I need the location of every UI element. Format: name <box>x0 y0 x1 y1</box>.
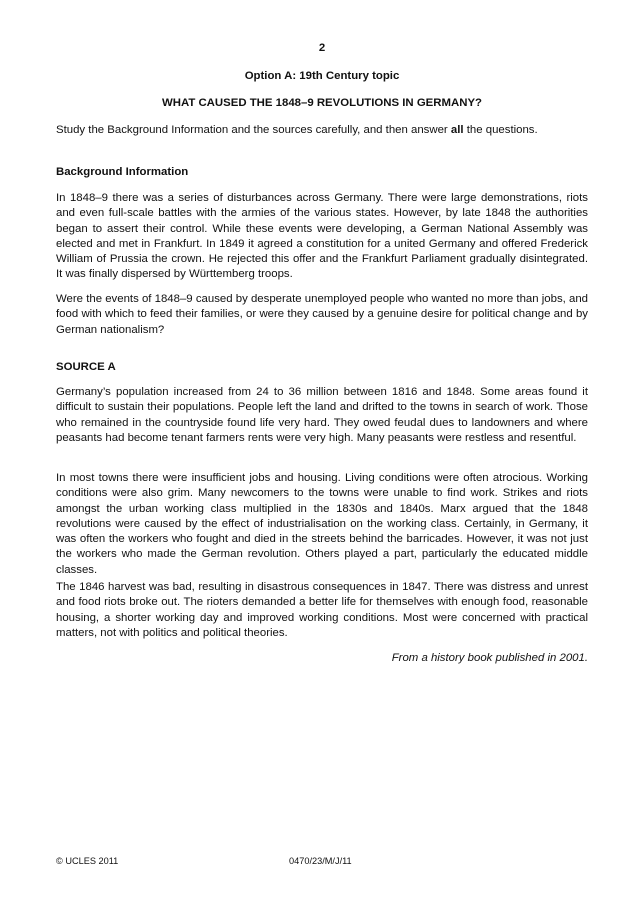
exam-page <box>56 0 588 903</box>
source-a-attribution: From a history book published in 2001. <box>391 652 588 664</box>
instructions-text-before: Study the Background Information and the sources carefully, and then answer <box>56 124 451 136</box>
instructions <box>56 123 588 137</box>
option-heading: Option A: 19th Century topic <box>244 70 400 82</box>
page-number: 2 <box>318 42 326 54</box>
source-a-paragraph-1: Germany’s population increased from 24 to 36 million between 1816 and 1848. Some areas found it difficult to sustain their populations. People left the land and drifted to the towns in search of work. Those who remained in the countryside found life very hard. They owed feudal dues to landowners and where peasants had become tenant farmers rents were very high. Many peasants were restless and resentful. <box>56 386 588 444</box>
background-heading: Background Information <box>56 166 189 178</box>
source-a-paragraph-2: In most towns there were insufficient jobs and housing. Living conditions were often atrocious. Working conditions were also grim. Many newcomers to the towns were unable to find work. Strikes and riots amongst the urban working class multiplied in the 1830s and 1840s. Marx argued that the 1848 revolutions were caused by the effect of industrialisation on the working class. Certainly, in Germany, it was often the workers who fought and died in the streets behind the barricades. However, it was not just the workers who made the German revolution. Others played a part, particularly the educated middle classes. <box>56 472 588 576</box>
background-paragraph-1: In 1848–9 there was a series of disturbances across Germany. There were large demonstrations, riots and even full-scale battles with the armies of the various states. However, by late 1848 the authorities began to assert their control. While these events were developing, a German National Assembly was elected and met in Frankfurt. In 1849 it agreed a constitution for a united Germany and offered Frederick William of Prussia the crown. He rejected this offer and the Frankfurt Parliament gradually disintegrated. It was finally dispersed by Württemberg troops. <box>56 192 588 281</box>
question-title: WHAT CAUSED THE 1848–9 REVOLUTIONS IN GERMANY? <box>161 97 483 109</box>
instructions-emphasis: all <box>450 124 464 136</box>
source-a-paragraph-3: The 1846 harvest was bad, resulting in disastrous consequences in 1847. There was distress and unrest and food riots broke out. The rioters demanded a better life for themselves with enough food, reasonable housing, a shorter working day and improved working conditions. Most were concerned with practical matters, not with politics and political theories. <box>56 581 588 639</box>
source-a-heading: SOURCE A <box>56 361 116 373</box>
background-paragraph-2: Were the events of 1848–9 caused by desperate unemployed people who wanted no more than jobs, and food with which to feed their families, or were they caused by a genuine desire for political change and by German nationalism? <box>56 293 588 336</box>
footer-copyright: © UCLES 2011 <box>56 856 119 866</box>
instructions-text-after: the questions. <box>463 124 538 136</box>
footer-paper-code: 0470/23/M/J/11 <box>289 856 352 866</box>
